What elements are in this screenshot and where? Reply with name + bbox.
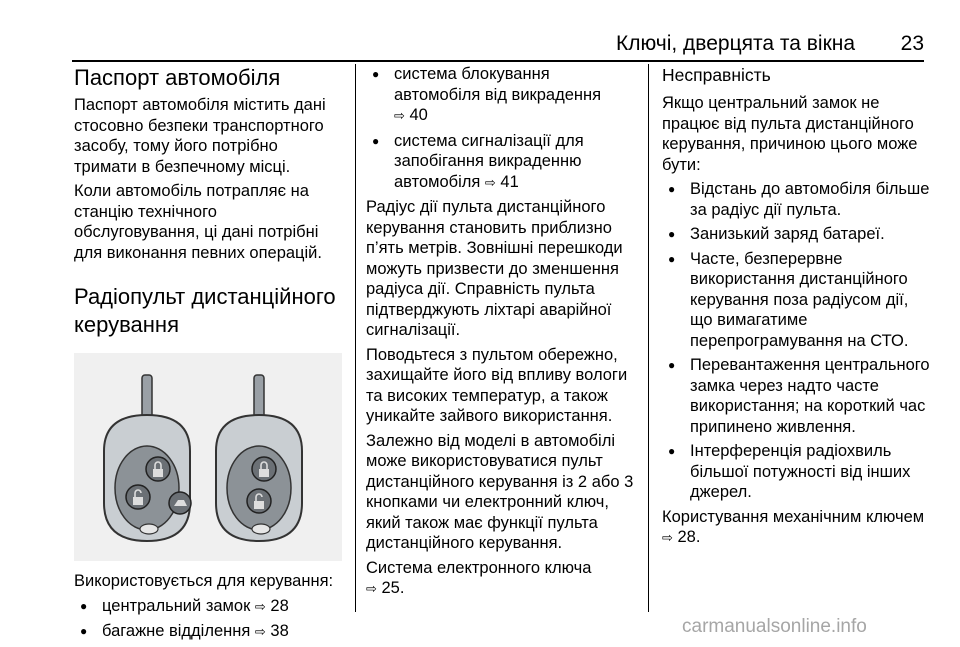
paragraph: Використовується для керування: xyxy=(74,572,334,590)
list-item: ● система сигналізації для запобігання викраденню автомобіля ⇨ 41 xyxy=(366,131,636,194)
bullet-list xyxy=(74,596,342,643)
reference-arrow-icon: ⇨ xyxy=(366,581,377,596)
column-divider-2 xyxy=(648,64,649,612)
led-window xyxy=(140,524,158,534)
paragraph: Якщо центральний замок не працює від пульта дистанційного керування, причиною цього може бути: xyxy=(662,94,918,174)
section-heading-passport: Паспорт автомобіля xyxy=(74,65,281,90)
list-item: ● центральний замок ⇨ 28 xyxy=(74,596,342,618)
remote-keys-figure xyxy=(74,353,342,561)
remote-key-right xyxy=(216,375,302,541)
paragraph: Паспорт автомобіля містить дані стосовно безпеки транспортного засобу, тому його потрібно тримати в безпечному місці. xyxy=(74,96,326,176)
paragraph: Залежно від моделі в автомобілі може використовуватися пульт дистанційного керування із 2 або 3 кнопками чи електронний ключ, який також має функції пульта дистанційного керування. xyxy=(366,431,634,552)
list-item: ● багажне відділення ⇨ 38 xyxy=(74,621,342,643)
section-heading-remote: Радіопульт дистанційного керування xyxy=(74,284,336,337)
page-reference-link[interactable]: 38 xyxy=(270,622,289,640)
paragraph: Система електронного ключа ⇨ 25. xyxy=(366,558,592,597)
section-heading-malfunction: Несправність xyxy=(662,65,771,85)
column-divider-1 xyxy=(355,64,356,612)
reference-arrow-icon: ⇨ xyxy=(662,530,673,545)
list-item: ● система блокування автомобіля від викрадення ⇨ 40 xyxy=(366,64,636,127)
page-header xyxy=(616,32,924,56)
paragraph: Поводьтеся з пультом обережно, захищайте його від впливу вологи та високих температур, а також уникайте зайвого використання. xyxy=(366,345,628,425)
page-reference-link[interactable]: 40 xyxy=(409,106,428,124)
list-item: ● Перевантаження центрального замка через надто часте використання; на короткий час припинено живлення. xyxy=(662,355,930,437)
reference-arrow-icon: ⇨ xyxy=(254,624,266,639)
list-item: ● Відстань до автомобіля більше за радіус дії пульта. xyxy=(662,179,930,220)
two-remote-keys-icon xyxy=(74,353,342,561)
page-reference-link[interactable]: 28 xyxy=(270,596,289,615)
page-number: 23 xyxy=(900,32,924,55)
list-item: ● Інтерференція радіохвиль більшої потужності від інших джерел. xyxy=(662,441,930,503)
paragraph: Радіус дії пульта дистанційного керування становить приблизно п’ять метрів. Зовнішні перешкоди можуть призвести до зменшення радіуса дії. Справність пульта підтверджують ліхтарі аварійної сигналізації. xyxy=(366,198,623,339)
watermark: carmanualsonline.info xyxy=(682,616,867,637)
column-1 xyxy=(74,64,342,647)
led-window xyxy=(252,524,270,534)
page-reference-link[interactable]: 41 xyxy=(500,172,519,191)
page-reference-link[interactable]: 28. xyxy=(677,528,701,546)
reference-arrow-icon: ⇨ xyxy=(484,174,496,190)
remote-key-left xyxy=(104,375,191,541)
list-item: ● Занизький заряд батареї. xyxy=(662,224,930,245)
reference-arrow-icon: ⇨ xyxy=(394,108,405,123)
column-3 xyxy=(662,64,930,553)
list-item: ● Часте, безперервне використання дистанційного керування поза радіусом дії, що вимагатиме перепрограмування на СТО. xyxy=(662,249,930,352)
header-title: Ключі, дверцята та вікна xyxy=(616,32,856,55)
bullet-list xyxy=(662,179,930,503)
column-2 xyxy=(366,64,636,604)
bullet-list xyxy=(366,64,636,193)
paragraph: Коли автомобіль потрапляє на станцію технічного обслуговування, ці дані потрібні для виконання певних операцій. xyxy=(74,182,322,262)
reference-arrow-icon: ⇨ xyxy=(254,598,266,614)
page-reference-link[interactable]: 25. xyxy=(381,579,405,597)
paragraph: Користування механічним ключем ⇨ 28. xyxy=(662,507,925,546)
header-rule xyxy=(72,60,924,62)
